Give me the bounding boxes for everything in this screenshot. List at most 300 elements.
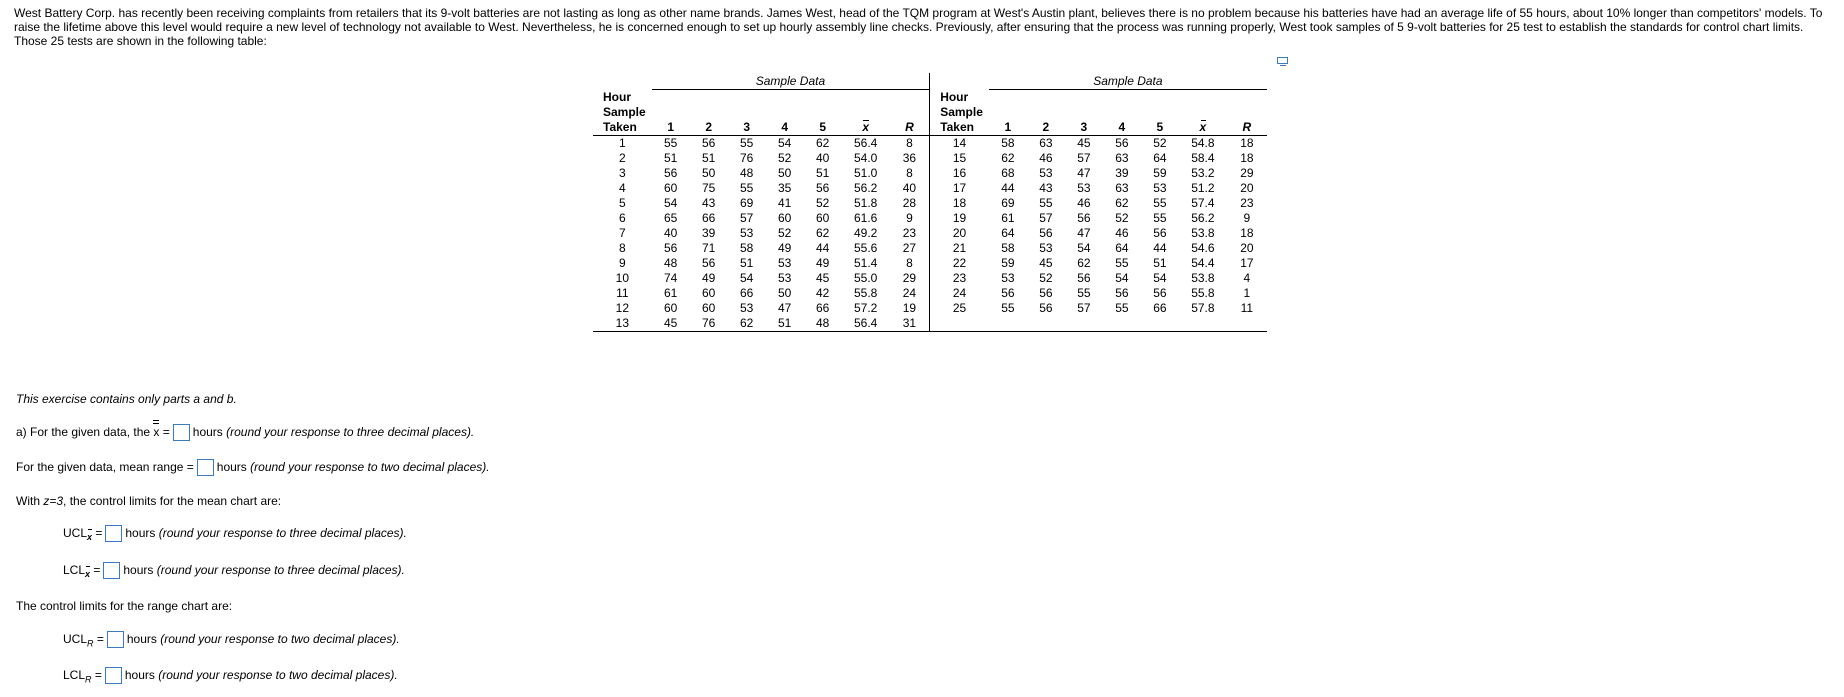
sample-cell: 57 xyxy=(1077,150,1091,165)
ucl-r-subscript: R xyxy=(87,638,94,649)
rounding-hint: (round your response to three decimal places). xyxy=(156,563,405,577)
range-cell: 11 xyxy=(1240,300,1254,315)
table-row xyxy=(593,181,1267,196)
sample-cell: 39 xyxy=(1115,165,1129,180)
hour-cell: 23 xyxy=(930,271,989,286)
sample-cell: 74 xyxy=(664,270,678,285)
hour-cell: 2 xyxy=(619,150,626,165)
sample-cell xyxy=(1027,316,1065,332)
x-double-bar-symbol: x xyxy=(153,425,160,439)
sample-cell: 53 xyxy=(1039,240,1053,255)
table-row xyxy=(593,256,1267,271)
range-cell: 17 xyxy=(1240,255,1254,270)
unit-label: hours xyxy=(125,526,156,540)
sample-cell: 47 xyxy=(1077,225,1091,240)
sample-cell: 53 xyxy=(1001,270,1015,285)
hour-header-left xyxy=(593,90,652,136)
hour-cell: 1 xyxy=(619,135,626,150)
range-cell: 23 xyxy=(1240,195,1254,210)
sample-cell: 44 xyxy=(1001,180,1015,195)
sample-cell: 48 xyxy=(664,255,678,270)
hour-cell xyxy=(930,316,989,332)
range-cell xyxy=(1227,316,1267,332)
ucl-x-label: UCL xyxy=(63,526,88,540)
sample-cell: 45 xyxy=(652,316,690,332)
xbar-cell: 51.4 xyxy=(854,255,878,270)
sample-cell: 55 xyxy=(1039,195,1053,210)
rounding-hint: (round your response to two decimal places). xyxy=(158,668,398,682)
xbar-cell: 53.2 xyxy=(1191,165,1215,180)
sample-cell: 40 xyxy=(664,225,678,240)
range-cell: 8 xyxy=(906,135,913,150)
hour-header-right xyxy=(930,90,989,136)
rounding-hint: (round your response to two decimal places). xyxy=(250,460,490,474)
sample-cell: 58 xyxy=(740,240,754,255)
hour-header-line: Sample xyxy=(940,104,983,119)
sample-cell: 61 xyxy=(664,285,678,300)
xbar-cell: 58.4 xyxy=(1191,150,1215,165)
sample-cell: 62 xyxy=(816,135,830,150)
sample-cell: 62 xyxy=(1077,255,1091,270)
lcl-x-answer-input[interactable] xyxy=(103,562,120,579)
mean-range-answer-input[interactable] xyxy=(197,459,214,476)
range-cell: 20 xyxy=(1240,180,1254,195)
sample-cell: 56 xyxy=(1039,285,1053,300)
sample-cell: 47 xyxy=(778,300,792,315)
sample-cell: 56 xyxy=(1001,285,1015,300)
lcl-x-subscript: x xyxy=(85,566,90,582)
copy-icon[interactable] xyxy=(1277,57,1288,66)
sample-header: 4 xyxy=(1103,90,1141,136)
sample-cell: 56 xyxy=(1077,270,1091,285)
range-cell: 8 xyxy=(906,255,913,270)
sample-cell: 56 xyxy=(1115,135,1129,150)
sample-cell: 55 xyxy=(740,135,754,150)
hour-header-line: Hour xyxy=(603,89,631,104)
problem-intro: West Battery Corp. has recently been receiving complaints from retailers that its 9-volt batteries are not lasting as long as other name brands. James West, head of the TQM program at West's Austin plant, believes there is no problem because his batteries have had an average life of 55 hours, about 10% longer than competitors' models. To raise the lifetime above this level would require a new level of technology not available to West. Nevertheless, he is concerned enough to set up hourly assembly line checks. Previously, after ensuring that the process was running properly, West took samples of 5 9-volt batteries for 25 test to establish the standards for control chart limits. Those 25 tests are shown in the following table: xyxy=(14,6,1823,48)
sample-cell: 76 xyxy=(740,150,754,165)
sample-cell: 55 xyxy=(1077,285,1091,300)
hour-cell: 7 xyxy=(619,225,626,240)
sample-header: 5 xyxy=(804,90,842,136)
sample-cell: 43 xyxy=(1039,180,1053,195)
corner-blank-right xyxy=(930,73,989,90)
exercise-note-text: This exercise contains only parts a and b. xyxy=(16,392,237,406)
sample-cell: 65 xyxy=(664,210,678,225)
xbar-cell: 54.0 xyxy=(854,150,878,165)
sample-cell: 41 xyxy=(778,195,792,210)
xbar-cell: 54.4 xyxy=(1191,255,1215,270)
sample-cell: 62 xyxy=(1001,150,1015,165)
ucl-x-answer-input[interactable] xyxy=(105,525,122,542)
sample-cell: 66 xyxy=(816,300,830,315)
xbar-cell: 54.6 xyxy=(1191,240,1215,255)
sample-cell: 63 xyxy=(1115,180,1129,195)
sample-cell: 63 xyxy=(1115,150,1129,165)
ucl-x-subscript: x xyxy=(87,529,92,545)
sample-cell: 62 xyxy=(728,316,766,332)
sample-cell: 35 xyxy=(778,180,792,195)
sample-cell: 52 xyxy=(1115,210,1129,225)
equals-sign: = xyxy=(159,425,170,439)
sample-cell: 62 xyxy=(816,225,830,240)
sample-cell: 68 xyxy=(1001,165,1015,180)
rounding-hint: (round your response to three decimal places). xyxy=(158,526,407,540)
sample-cell: 60 xyxy=(664,300,678,315)
xbar-cell: 54.8 xyxy=(1191,135,1215,150)
xdoublebar-answer-input[interactable] xyxy=(173,424,190,441)
range-cell: 19 xyxy=(902,300,917,315)
sample-cell: 64 xyxy=(1153,150,1167,165)
sample-cell: 45 xyxy=(1039,255,1053,270)
unit-label: hours xyxy=(192,425,223,439)
range-cell: 18 xyxy=(1240,225,1254,240)
sample-cell: 53 xyxy=(1039,165,1053,180)
xbar-cell: 51.8 xyxy=(854,195,878,210)
lcl-x-label: LCL xyxy=(63,563,86,577)
sample-cell: 53 xyxy=(778,255,792,270)
sample-cell: 54 xyxy=(1115,270,1129,285)
xbar-cell: 55.0 xyxy=(854,270,878,285)
sample-cell: 54 xyxy=(664,195,678,210)
range-cell: 29 xyxy=(902,270,917,285)
range-cell: 23 xyxy=(902,225,917,240)
hour-cell: 3 xyxy=(619,165,626,180)
range-cell: 9 xyxy=(1243,210,1251,225)
sample-cell: 50 xyxy=(778,165,792,180)
table-row xyxy=(593,271,1267,286)
range-cell: 20 xyxy=(1240,240,1254,255)
sample-cell: 69 xyxy=(740,195,754,210)
sample-cell: 57 xyxy=(740,210,754,225)
table-body xyxy=(593,135,1267,331)
sample-cell: 57 xyxy=(1077,300,1091,315)
sample-cell: 55 xyxy=(1115,255,1129,270)
unit-label: hours xyxy=(123,563,154,577)
hour-cell: 6 xyxy=(619,210,626,225)
question-ucl-r xyxy=(63,631,400,651)
range-cell: 24 xyxy=(902,285,917,300)
table-row xyxy=(593,286,1267,301)
sample-cell: 52 xyxy=(778,225,792,240)
unit-label: hours xyxy=(216,460,247,474)
sample-header: 2 xyxy=(690,90,728,136)
sample-cell: 60 xyxy=(702,300,716,315)
z-line-suffix: , the control limits for the mean chart are: xyxy=(63,494,282,508)
sample-cell: 51 xyxy=(1153,255,1167,270)
sample-cell: 40 xyxy=(816,150,830,165)
hour-cell: 25 xyxy=(930,301,989,316)
xbar-cell xyxy=(1179,316,1227,332)
sample-cell: 53 xyxy=(740,300,754,315)
sample-cell: 56 xyxy=(1115,285,1129,300)
lcl-r-label: LCL xyxy=(63,668,86,682)
xbar-cell: 55.6 xyxy=(854,240,878,255)
hour-cell: 5 xyxy=(619,195,626,210)
sample-cell: 54 xyxy=(1153,270,1167,285)
hour-header-line: Taken xyxy=(940,119,974,134)
hour-header-line: Taken xyxy=(603,119,637,134)
equals-sign: = xyxy=(92,526,103,540)
sample-cell: 62 xyxy=(1115,195,1129,210)
group-title-right: Sample Data xyxy=(989,73,1267,90)
xbar-symbol: x xyxy=(1199,119,1207,134)
question-mean-range xyxy=(16,459,490,476)
sample-cell: 45 xyxy=(1077,135,1091,150)
sample-cell: 53 xyxy=(740,225,754,240)
sample-cell: 53 xyxy=(778,270,792,285)
sample-cell: 54 xyxy=(778,135,792,150)
unit-label: hours xyxy=(124,668,155,682)
sample-cell: 48 xyxy=(740,165,754,180)
table-row xyxy=(593,316,1267,332)
xbar-header xyxy=(1179,90,1227,136)
sample-cell: 56 xyxy=(816,180,830,195)
sample-cell: 46 xyxy=(1039,150,1053,165)
sample-cell: 63 xyxy=(1039,135,1053,150)
hour-cell: 22 xyxy=(930,256,989,271)
sample-cell: 48 xyxy=(804,316,842,332)
hour-cell: 17 xyxy=(930,181,989,196)
xbar-cell: 56.2 xyxy=(1191,210,1215,225)
xbar-cell: 53.8 xyxy=(1191,270,1215,285)
sample-cell: 53 xyxy=(1153,180,1167,195)
sample-cell: 51 xyxy=(702,150,716,165)
xbar-cell: 56.4 xyxy=(854,135,878,150)
hour-cell: 20 xyxy=(930,226,989,241)
sample-header: 5 xyxy=(1141,90,1179,136)
hour-cell: 19 xyxy=(930,211,989,226)
question-lcl-x xyxy=(63,562,405,582)
sample-cell: 49 xyxy=(816,255,830,270)
sample-cell: 51 xyxy=(664,150,678,165)
sample-cell: 46 xyxy=(1077,195,1091,210)
sample-cell: 61 xyxy=(1001,210,1015,225)
sample-cell: 64 xyxy=(1115,240,1129,255)
sample-cell xyxy=(1141,316,1179,332)
sample-cell: 42 xyxy=(816,285,830,300)
range-cell: 9 xyxy=(906,210,913,225)
range-cell: 27 xyxy=(902,240,917,255)
hour-cell: 12 xyxy=(615,300,630,315)
table-row xyxy=(593,226,1267,241)
range-header xyxy=(1227,90,1267,136)
sample-cell: 64 xyxy=(1001,225,1015,240)
question-lcl-r xyxy=(63,667,398,687)
sample-cell: 55 xyxy=(1115,300,1129,315)
table-row xyxy=(593,166,1267,181)
hour-cell: 8 xyxy=(619,240,626,255)
ucl-r-label: UCL xyxy=(63,632,88,646)
xbar-cell: 57.2 xyxy=(854,300,878,315)
table-row xyxy=(593,196,1267,211)
sample-cell: 43 xyxy=(702,195,716,210)
sample-cell: 54 xyxy=(740,270,754,285)
hour-cell: 16 xyxy=(930,166,989,181)
sample-cell: 50 xyxy=(778,285,792,300)
mean-range-label: For the given data, mean range = xyxy=(16,460,194,474)
sample-cell: 69 xyxy=(1001,195,1015,210)
sample-cell: 56 xyxy=(1153,225,1167,240)
hour-cell: 18 xyxy=(930,196,989,211)
sample-cell: 55 xyxy=(740,180,754,195)
sample-cell: 66 xyxy=(1153,300,1167,315)
table-row xyxy=(593,151,1267,166)
sample-cell: 60 xyxy=(664,180,678,195)
sample-cell: 59 xyxy=(1153,165,1167,180)
sample-cell: 56 xyxy=(1077,210,1091,225)
sample-cell: 66 xyxy=(702,210,716,225)
z-value: z=3 xyxy=(43,494,64,508)
range-header xyxy=(890,90,930,136)
range-cell: 18 xyxy=(1240,135,1254,150)
range-cell: 8 xyxy=(906,165,913,180)
range-cell: 36 xyxy=(902,150,917,165)
xbar-cell: 57.4 xyxy=(1191,195,1215,210)
hour-header-line: Sample xyxy=(603,104,646,119)
sample-cell: 56 xyxy=(1039,225,1053,240)
xbar-cell: 57.8 xyxy=(1191,300,1215,315)
sample-cell: 52 xyxy=(1153,135,1167,150)
z-line xyxy=(16,493,281,509)
sample-cell: 55 xyxy=(664,135,678,150)
sample-cell: 54 xyxy=(1077,240,1091,255)
sample-cell: 51 xyxy=(740,255,754,270)
sample-cell: 50 xyxy=(702,165,716,180)
lcl-r-answer-input[interactable] xyxy=(105,667,122,684)
sample-cell: 60 xyxy=(816,210,830,225)
sample-cell xyxy=(989,316,1027,332)
sample-cell: 56 xyxy=(702,255,716,270)
sample-cell: 76 xyxy=(690,316,728,332)
hour-cell: 11 xyxy=(616,285,629,300)
hour-cell: 24 xyxy=(930,286,989,301)
xbar-cell: 55.8 xyxy=(1191,285,1215,300)
hour-cell: 13 xyxy=(593,316,652,332)
sample-header: 3 xyxy=(1065,90,1103,136)
range-cell: 18 xyxy=(1240,150,1254,165)
sample-header: 4 xyxy=(766,90,804,136)
xbar-cell: 53.8 xyxy=(1191,225,1215,240)
sample-cell: 39 xyxy=(702,225,716,240)
table-row xyxy=(593,211,1267,226)
sample-cell: 49 xyxy=(778,240,792,255)
sample-header: 3 xyxy=(728,90,766,136)
xbar-cell: 51.0 xyxy=(854,165,878,180)
hour-cell: 4 xyxy=(619,180,626,195)
sample-cell: 55 xyxy=(1153,210,1167,225)
question-a-prefix: a) For the given data, the xyxy=(16,425,154,439)
sample-cell xyxy=(1065,316,1103,332)
sample-cell: 56 xyxy=(664,240,678,255)
ucl-r-answer-input[interactable] xyxy=(107,631,124,648)
hour-cell: 10 xyxy=(615,270,630,285)
xbar-cell: 51.2 xyxy=(1191,180,1215,195)
question-ucl-x xyxy=(63,525,407,545)
range-limits-label: The control limits for the range chart are: xyxy=(16,599,233,613)
sample-cell: 75 xyxy=(702,180,716,195)
equals-sign: = xyxy=(91,668,102,682)
range-cell: 4 xyxy=(1243,270,1251,285)
exercise-note xyxy=(16,391,237,407)
corner-blank-left xyxy=(593,73,652,90)
sample-cell: 45 xyxy=(816,270,830,285)
question-xdoublebar xyxy=(16,424,474,441)
xbar-cell: 56.2 xyxy=(854,180,878,195)
sample-cell: 44 xyxy=(1153,240,1167,255)
hour-cell: 21 xyxy=(930,241,989,256)
xbar-cell: 56.4 xyxy=(842,316,890,332)
table-row xyxy=(593,301,1267,316)
hour-cell: 15 xyxy=(930,151,989,166)
sample-cell: 56 xyxy=(1153,285,1167,300)
sample-cell: 52 xyxy=(1039,270,1053,285)
rounding-hint: (round your response to two decimal places). xyxy=(160,632,400,646)
sample-cell xyxy=(1103,316,1141,332)
range-cell: 31 xyxy=(890,316,930,332)
range-cell: 29 xyxy=(1240,165,1254,180)
sample-cell: 58 xyxy=(1001,240,1015,255)
sample-header: 2 xyxy=(1027,90,1065,136)
table-row xyxy=(593,241,1267,256)
sample-cell: 60 xyxy=(702,285,716,300)
sample-cell: 46 xyxy=(1115,225,1129,240)
sample-cell: 53 xyxy=(1077,180,1091,195)
sample-cell: 56 xyxy=(702,135,716,150)
sample-cell: 58 xyxy=(1001,135,1015,150)
range-symbol: R xyxy=(1242,119,1252,134)
range-cell: 28 xyxy=(902,195,917,210)
sample-cell: 71 xyxy=(702,240,716,255)
equals-sign: = xyxy=(90,563,101,577)
sample-cell: 51 xyxy=(816,165,830,180)
xbar-header xyxy=(842,90,890,136)
sample-header: 1 xyxy=(652,90,690,136)
range-cell: 1 xyxy=(1243,285,1251,300)
z-line-prefix: With xyxy=(16,494,44,508)
range-symbol: R xyxy=(905,119,914,134)
xbar-cell: 55.8 xyxy=(854,285,878,300)
sample-cell: 56 xyxy=(664,165,678,180)
xbar-cell: 49.2 xyxy=(854,225,878,240)
sample-cell: 59 xyxy=(1001,255,1015,270)
rounding-hint: (round your response to three decimal places). xyxy=(226,425,475,439)
sample-data-table xyxy=(593,73,1267,332)
group-title-left: Sample Data xyxy=(652,73,930,90)
sample-cell: 57 xyxy=(1039,210,1053,225)
sample-cell: 56 xyxy=(1039,300,1053,315)
xbar-symbol: x xyxy=(862,119,870,134)
unit-label: hours xyxy=(126,632,157,646)
equals-sign: = xyxy=(93,632,104,646)
sample-cell: 60 xyxy=(778,210,792,225)
sample-cell: 55 xyxy=(1153,195,1167,210)
sample-cell: 66 xyxy=(740,285,754,300)
sample-cell: 52 xyxy=(778,150,792,165)
lcl-r-subscript: R xyxy=(85,674,92,685)
sample-header: 1 xyxy=(989,90,1027,136)
sample-cell: 51 xyxy=(766,316,804,332)
hour-cell: 9 xyxy=(619,255,626,270)
sample-cell: 49 xyxy=(702,270,716,285)
hour-header-line: Hour xyxy=(940,89,969,104)
hour-cell: 14 xyxy=(930,135,989,151)
range-cell: 40 xyxy=(902,180,917,195)
sample-cell: 44 xyxy=(816,240,830,255)
xbar-cell: 61.6 xyxy=(854,210,878,225)
sample-cell: 55 xyxy=(1001,300,1015,315)
sample-cell: 47 xyxy=(1077,165,1091,180)
